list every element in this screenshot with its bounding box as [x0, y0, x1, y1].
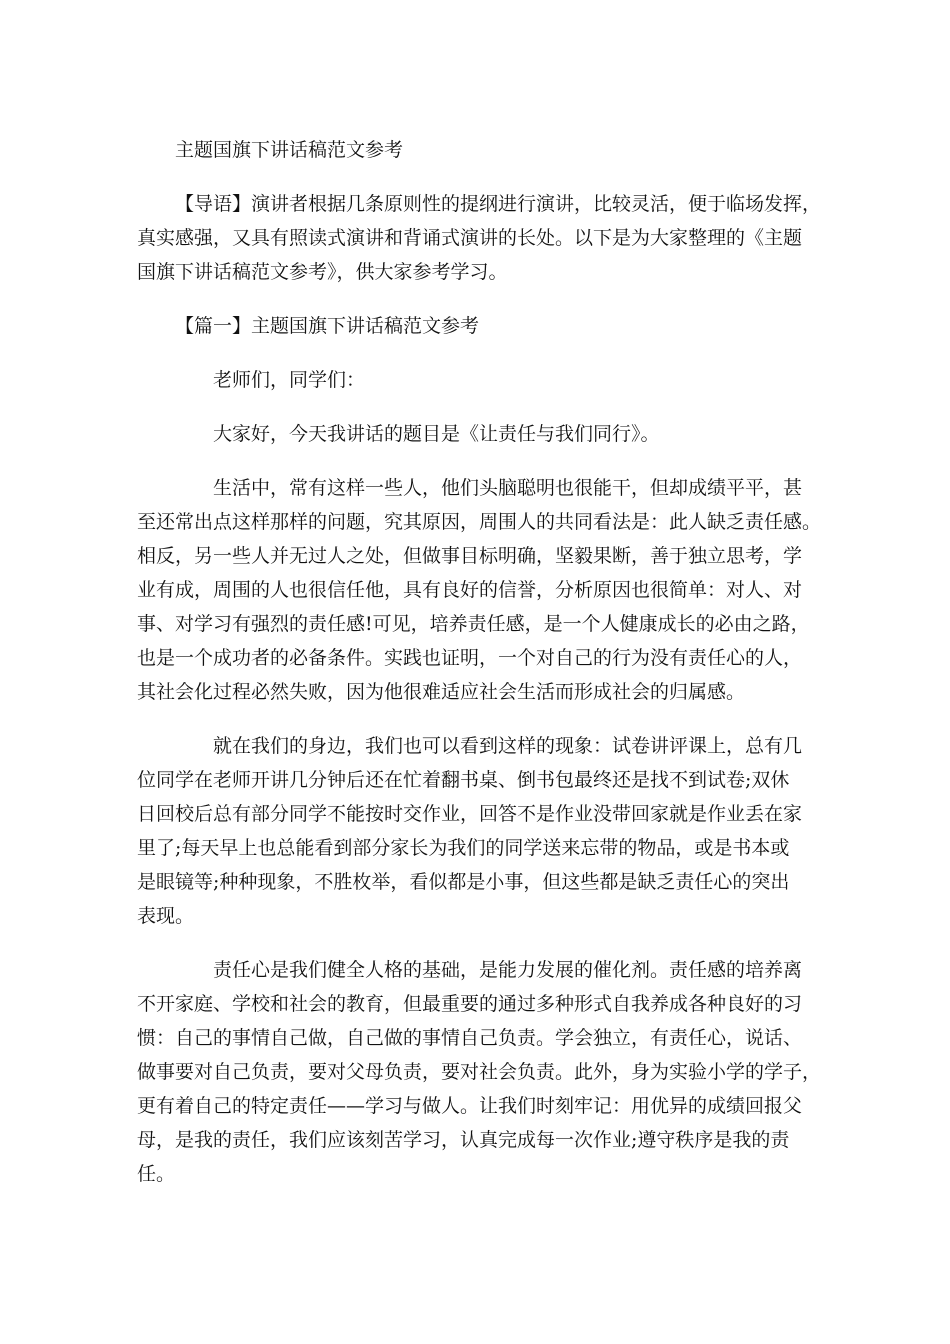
paragraph-line: 相反，另一些人并无过人之处，但做事目标明确，坚毅果断，善于独立思考，学: [137, 545, 803, 567]
greeting-line: 大家好，今天我讲话的题目是《让责任与我们同行》。: [213, 423, 660, 445]
intro-line: 国旗下讲话稿范文参考》，供大家参考学习。: [137, 261, 508, 283]
paragraph-line: 责任心是我们健全人格的基础，是能力发展的催化剂。责任感的培养离: [213, 959, 803, 981]
paragraph-line: 生活中，常有这样一些人，他们头脑聪明也很能干，但却成绩平平，甚: [213, 477, 803, 499]
paragraph-line: 做事要对自己负责，要对父母负责，要对社会负责。此外，身为实验小学的学子，: [137, 1061, 822, 1083]
document-title: 主题国旗下讲话稿范文参考: [175, 139, 404, 161]
intro-line: 真实感强，又具有照读式演讲和背诵式演讲的长处。以下是为大家整理的《主题: [137, 227, 803, 249]
paragraph-line: 惯：自己的事情自己做，自己做的事情自己负责。学会独立，有责任心，说话、: [137, 1027, 803, 1049]
section-heading: 【篇一】主题国旗下讲话稿范文参考: [175, 315, 480, 337]
paragraph-line: 业有成，周围的人也很信任他，具有良好的信誉，分析原因也很简单：对人、对: [137, 579, 803, 601]
paragraph-line: 更有着自己的特定责任——学习与做人。让我们时刻牢记：用优异的成绩回报父: [137, 1095, 803, 1117]
paragraph-line: 任。: [137, 1163, 176, 1185]
paragraph-line: 日回校后总有部分同学不能按时交作业，回答不是作业没带回家就是作业丢在家: [137, 803, 803, 825]
paragraph-line: 其社会化过程必然失败，因为他很难适应社会生活而形成社会的归属感。: [137, 681, 746, 703]
salutation: 老师们，同学们：: [213, 369, 366, 391]
paragraph-line: 至还常出点这样那样的问题，究其原因，周围人的共同看法是：此人缺乏责任感。: [137, 511, 822, 533]
paragraph-line: 不开家庭、学校和社会的教育，但最重要的通过多种形式自我养成各种良好的习: [137, 993, 803, 1015]
intro-line: 【导语】演讲者根据几条原则性的提纲进行演讲，比较灵活，便于临场发挥，: [175, 193, 822, 215]
paragraph-line: 母，是我的责任，我们应该刻苦学习，认真完成每一次作业;遵守秩序是我的责: [137, 1129, 790, 1151]
paragraph-line: 位同学在老师开讲几分钟后还在忙着翻书桌、倒书包最终还是找不到试卷;双休: [137, 769, 790, 791]
paragraph-line: 就在我们的身边，我们也可以看到这样的现象：试卷讲评课上，总有几: [213, 735, 803, 757]
paragraph-line: 事、对学习有强烈的责任感!可见，培养责任感，是一个人健康成长的必由之路，: [137, 613, 810, 635]
paragraph-line: 是眼镜等;种种现象，不胜枚举，看似都是小事，但这些都是缺乏责任心的突出: [137, 871, 790, 893]
paragraph-line: 里了;每天早上也总能看到部分家长为我们的同学送来忘带的物品，或是书本或: [137, 837, 790, 859]
paragraph-line: 也是一个成功者的必备条件。实践也证明，一个对自己的行为没有责任心的人，: [137, 647, 803, 669]
paragraph-line: 表现。: [137, 905, 195, 927]
